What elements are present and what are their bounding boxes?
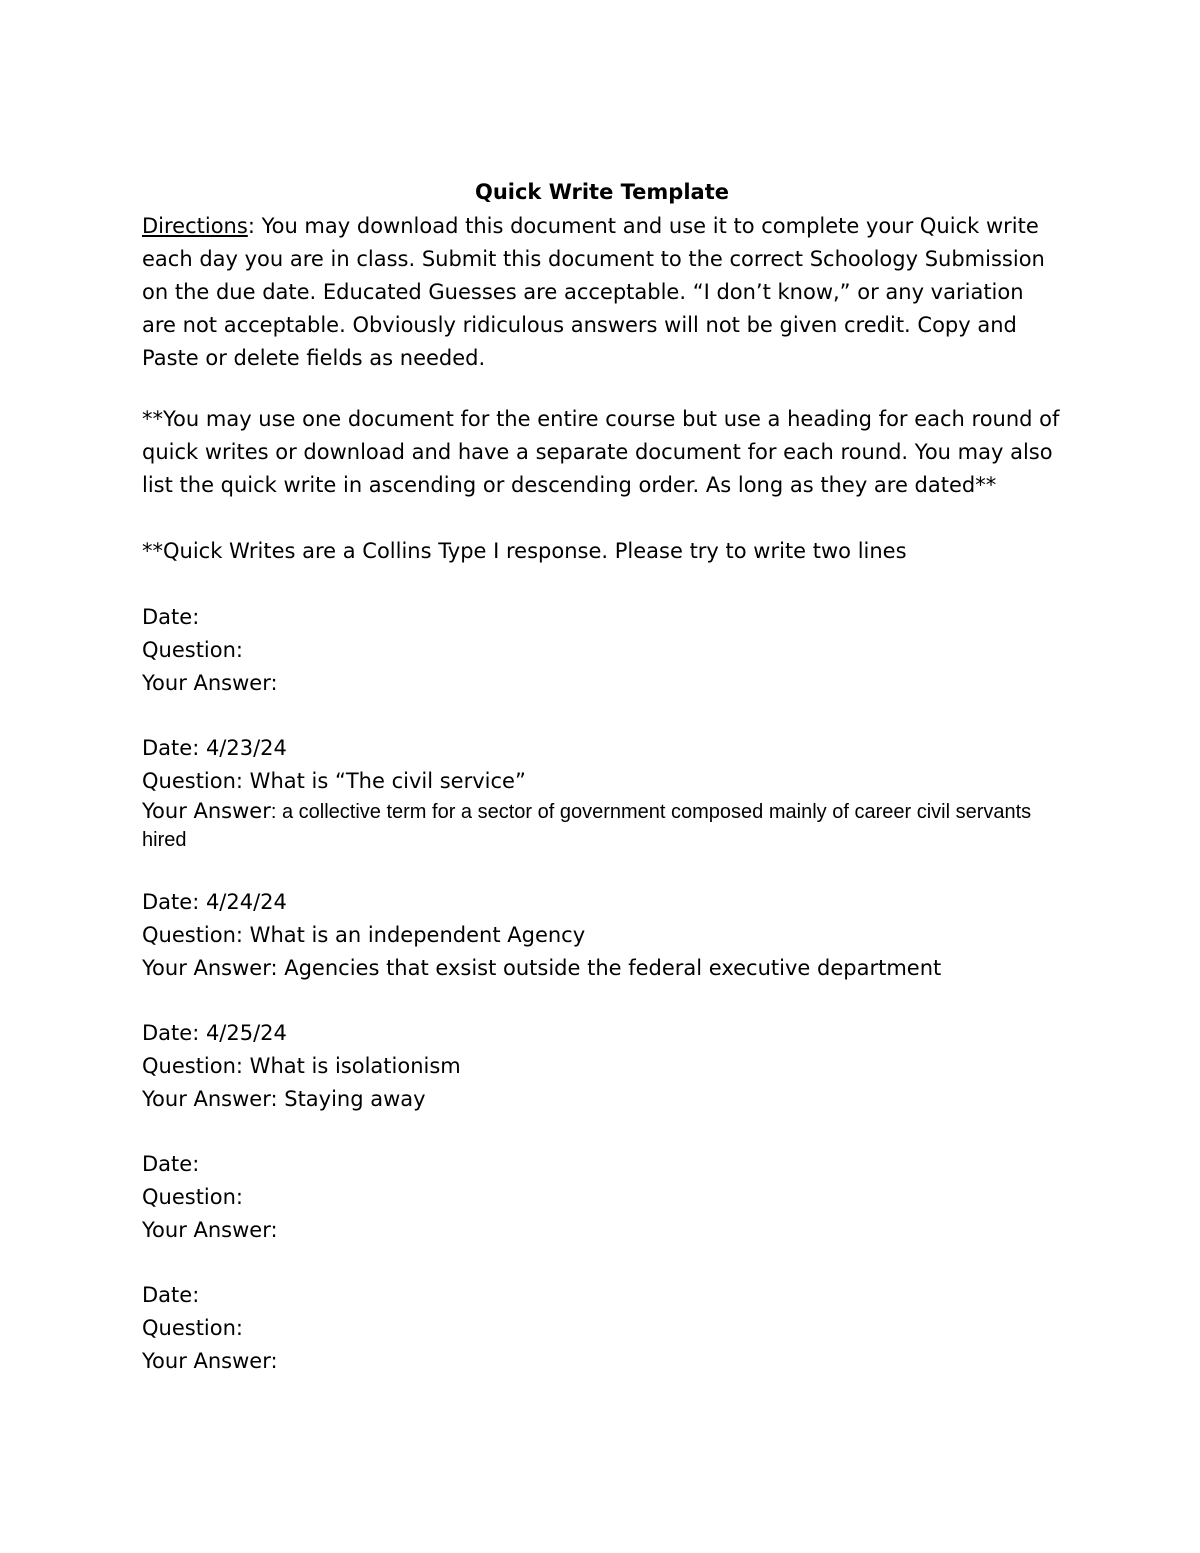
document-title: Quick Write Template: [474, 180, 729, 204]
directions-label: Directions: [142, 214, 248, 238]
entry-date: Date:: [142, 1283, 200, 1307]
quick-write-entry: [142, 601, 1062, 700]
entry-answer-label: Your Answer: [142, 956, 271, 980]
entry-answer-label: Your Answer:: [142, 671, 278, 695]
entry-answer-label: Your Answer: [142, 799, 271, 823]
entry-date: Date: 4/24/24: [142, 890, 287, 914]
entry-answer: [142, 1083, 1062, 1116]
entry-answer-text: : Staying away: [270, 1087, 426, 1111]
entry-question: Question: What is isolationism: [142, 1054, 461, 1078]
course-note: **You may use one document for the entire course but use a heading for each round of quick writes or download and have a separate document for each round. You may also list the quick write in ascending or descending order. As long as they are dated**: [142, 407, 1060, 497]
entry-question: Question:: [142, 638, 244, 662]
entry-question: Question: What is “The civil service”: [142, 769, 526, 793]
entry-answer: [142, 798, 1062, 854]
collins-note: **Quick Writes are a Collins Type I response. Please try to write two lines: [142, 539, 907, 563]
entry-answer: [142, 952, 1062, 985]
entry-answer-text: : Agencies that exsist outside the federal executive department: [270, 956, 942, 980]
quick-write-entry: [142, 732, 1062, 854]
entry-date: Date: 4/25/24: [142, 1021, 287, 1045]
quick-write-entry: [142, 1279, 1062, 1378]
entry-date: Date:: [142, 1152, 200, 1176]
entry-answer-label: Your Answer:: [142, 1218, 278, 1242]
quick-write-entry: [142, 886, 1062, 985]
entry-date: Date: 4/23/24: [142, 736, 287, 760]
entry-date: Date:: [142, 605, 200, 629]
entry-answer-label: Your Answer: [142, 1087, 271, 1111]
directions-text: : You may download this document and use it to complete your Quick write each day you are in class. Submit this document to the correct Schoology Submission on the due date. Educated Guesses are acceptable. “I don’t know,” or any variation are not acceptable. Obviously ridiculous answers will not be given credit. Copy and Paste or delete fields as needed.: [142, 214, 1045, 370]
directions-paragraph: [142, 210, 1062, 375]
document-page: [142, 178, 1062, 1378]
entry-question: Question: What is an independent Agency: [142, 923, 586, 947]
entry-question: Question:: [142, 1185, 244, 1209]
entry-question: Question:: [142, 1316, 244, 1340]
quick-write-entry: [142, 1148, 1062, 1247]
entry-answer-text: : a collective term for a sector of government composed mainly of career civil servants hired: [142, 801, 1032, 851]
quick-write-entry: [142, 1017, 1062, 1116]
entry-answer-label: Your Answer:: [142, 1349, 278, 1373]
